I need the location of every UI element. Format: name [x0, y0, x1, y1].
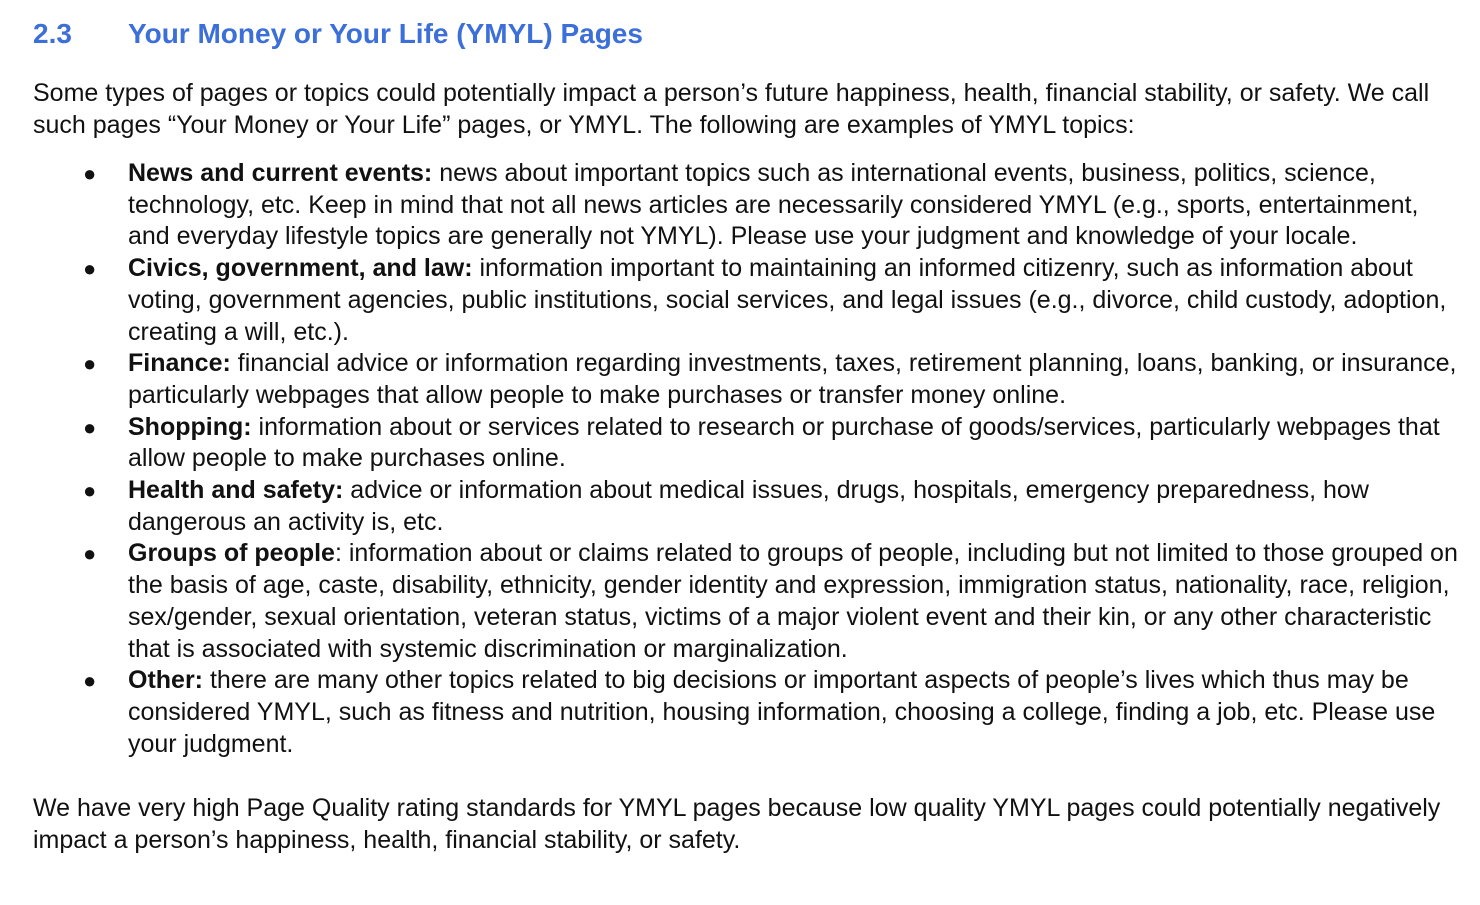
- bullet-icon: ●: [83, 668, 97, 694]
- list-item: [33, 158, 1460, 253]
- bullet-icon: ●: [83, 414, 97, 440]
- topic-description: information about or services related to research or purchase of goods/services, particularly webpages that allow people to make purchases online.: [128, 412, 1440, 473]
- topic-description: news about important topics such as international events, business, politics, science, technology, etc. Keep in mind that not all news articles are necessarily considered YMYL (e.g., sports, entertainment, and everyday lifestyle topics are generally not YMYL). Please use your judgment and knowledge of your locale.: [128, 159, 1419, 251]
- list-item: [33, 538, 1460, 665]
- list-item: [33, 412, 1460, 475]
- bullet-icon: ●: [83, 478, 97, 504]
- section-number: 2.3: [33, 18, 72, 49]
- bullet-icon: ●: [83, 351, 97, 377]
- list-item: [33, 665, 1460, 760]
- section-heading: [33, 14, 1460, 54]
- topic-description: advice or information about medical issues, drugs, hospitals, emergency preparedness, how dangerous an activity is, etc.: [128, 476, 1369, 536]
- bullet-icon: ●: [83, 541, 97, 567]
- topic-term: Groups of people: [128, 539, 335, 568]
- section-title: Your Money or Your Life (YMYL) Pages: [128, 18, 643, 49]
- list-item: [33, 253, 1460, 348]
- topic-term: Health and safety:: [128, 476, 344, 505]
- topic-term: Finance:: [128, 349, 231, 378]
- topic-description: there are many other topics related to big decisions or important aspects of people’s lives which thus may be considered YMYL, such as fitness and nutrition, housing information, choosing a college, finding a job, etc. Please use your judgment.: [128, 666, 1436, 758]
- topic-description: information important to maintaining an informed citizenry, such as information about voting, government agencies, public institutions, social services, and legal issues (e.g., divorce, child custody, adoption, creating a will, etc.).: [128, 254, 1447, 346]
- bullet-icon: ●: [83, 161, 97, 186]
- ymyl-topic-list: [33, 158, 1460, 760]
- topic-description: financial advice or information regarding investments, taxes, retirement planning, loans, banking, or insurance, particularly webpages that allow people to make purchases or transfer money online.: [128, 349, 1457, 409]
- topic-term: Shopping:: [128, 412, 252, 441]
- topic-term: Civics, government, and law:: [128, 254, 473, 283]
- list-item: [33, 348, 1460, 411]
- intro-paragraph: Some types of pages or topics could potentially impact a person’s future happiness, health, financial stability, or safety. We call such pages “Your Money or Your Life” pages, or YMYL. The following are examples of YMYL topics:: [33, 79, 1430, 139]
- bullet-icon: ●: [83, 256, 97, 282]
- topic-term: News and current events:: [128, 159, 433, 187]
- closing-paragraph: We have very high Page Quality rating standards for YMYL pages because low quality YMYL pages could potentially negatively impact a person’s happiness, health, financial stability, or safety.: [33, 794, 1441, 855]
- topic-description: : information about or claims related to groups of people, including but not limited to those grouped on the basis of age, caste, disability, ethnicity, gender identity and expression, immigration status, nationality, race, religion, sex/gender, sexual orientation, veteran status, victims of a major violent event and their kin, or any other characteristic that is associated with systemic discrimination or marginalization.: [128, 539, 1458, 663]
- list-item: [33, 475, 1460, 538]
- topic-term: Other:: [128, 666, 203, 695]
